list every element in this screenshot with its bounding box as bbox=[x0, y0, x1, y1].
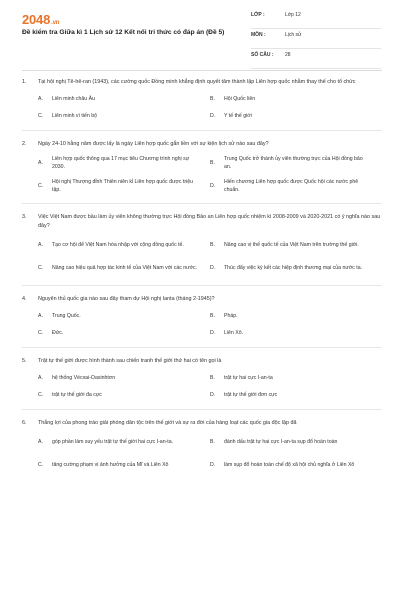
question-1 bbox=[22, 78, 382, 131]
answer-option-a[interactable] bbox=[38, 91, 210, 107]
site-logo[interactable] bbox=[22, 12, 59, 27]
answer-option-d[interactable] bbox=[210, 108, 378, 124]
option-letter: C. bbox=[38, 183, 44, 190]
option-letter: B. bbox=[210, 439, 215, 446]
option-letter: A. bbox=[38, 312, 43, 319]
answer-options bbox=[38, 370, 382, 404]
question-2 bbox=[22, 140, 382, 205]
option-text: Trung Quốc trở thành ủy viên thường trực của Hội đồng bảo an. bbox=[224, 156, 363, 171]
meta-row-grade bbox=[251, 12, 381, 29]
option-text: Tạo cơ hội để Việt Nam hòa nhập với cộng đồng quốc tế. bbox=[52, 242, 184, 249]
option-text: Hội Quốc liên bbox=[224, 95, 256, 102]
option-letter: D. bbox=[210, 183, 216, 190]
header bbox=[0, 0, 400, 62]
answer-option-c[interactable] bbox=[38, 325, 210, 341]
option-letter: A. bbox=[38, 374, 43, 381]
question-number: 1. bbox=[22, 79, 27, 85]
option-text: Liên minh vì tiến bộ bbox=[52, 112, 97, 119]
answer-option-b[interactable] bbox=[210, 234, 378, 256]
option-text: Hội nghị Thượng đỉnh Thiên niên kỉ Liên hợp quốc được triệu tập. bbox=[52, 179, 193, 194]
question-text: Ngày 24-10 hằng năm được lấy là ngày Liên hợp quốc gắn liền với sự kiện lịch sử nào sau đây? bbox=[38, 140, 269, 147]
option-letter: B. bbox=[210, 312, 215, 319]
question-text: Thắng lợi của phong trào giải phóng dân tộc trên thế giới và sự ra đời của hàng loạt các quốc gia độc lập đã bbox=[38, 419, 297, 426]
answer-option-b[interactable] bbox=[210, 152, 378, 174]
question-number: 5. bbox=[22, 357, 27, 364]
meta-label: SỐ CÂU : bbox=[251, 52, 274, 58]
meta-row-subject bbox=[251, 32, 381, 49]
question-text: Việc Việt Nam được bầu làm ủy viên không thường trực Hội đồng Bảo an Liên hợp quốc nhiệm kì 2008-2009 và 2020-2021 có ý nghĩa nào sau đây? bbox=[38, 214, 381, 229]
answer-option-b[interactable] bbox=[210, 308, 378, 324]
option-text: trật tự thế giới đơn cực bbox=[224, 391, 278, 398]
answer-option-c[interactable] bbox=[38, 387, 210, 403]
option-text: Nâng cao hiệu quả hợp tác kinh tế của Việt Nam với các nước. bbox=[52, 265, 198, 272]
meta-row-count bbox=[251, 52, 381, 69]
question-5 bbox=[22, 357, 382, 410]
header-divider bbox=[22, 70, 382, 71]
option-letter: B. bbox=[210, 242, 215, 249]
answer-options bbox=[38, 152, 382, 198]
option-letter: D. bbox=[210, 265, 216, 272]
option-letter: B. bbox=[210, 160, 215, 167]
option-letter: A. bbox=[38, 160, 43, 167]
option-letter: B. bbox=[210, 95, 215, 102]
answer-options bbox=[38, 91, 382, 125]
answer-option-b[interactable] bbox=[210, 431, 378, 453]
option-text: trật tự hai cực I-an-ta bbox=[224, 374, 273, 381]
document-title: Đề kiểm tra Giữa kì 1 Lịch sử 12 Kết nối tri thức có đáp án (Đề 5) bbox=[22, 29, 225, 36]
answer-option-a[interactable] bbox=[38, 431, 210, 453]
option-text: Nâng cao vị thế quốc tế của Việt Nam trên trường thế giới. bbox=[224, 242, 359, 249]
answer-option-d[interactable] bbox=[210, 325, 378, 341]
question-6 bbox=[22, 419, 382, 483]
option-letter: A. bbox=[38, 242, 43, 249]
option-letter: C. bbox=[38, 265, 44, 272]
option-text: hệ thống Vécxai-Oasinhtơn bbox=[52, 374, 116, 381]
option-letter: A. bbox=[38, 95, 43, 102]
option-letter: D. bbox=[210, 112, 216, 119]
answer-option-a[interactable] bbox=[38, 234, 210, 256]
answer-options bbox=[38, 308, 382, 342]
answer-option-a[interactable] bbox=[38, 308, 210, 324]
option-text: Pháp. bbox=[224, 312, 238, 319]
option-letter: C. bbox=[38, 112, 44, 119]
question-text: Nguyên thủ quốc gia nào sau đây tham dự Hội nghị Ianta (tháng 2-1945)? bbox=[38, 296, 215, 303]
option-text: Liên Xô. bbox=[224, 329, 244, 336]
answer-options bbox=[38, 431, 382, 477]
meta-panel bbox=[251, 12, 381, 72]
option-text: Liên minh châu Âu bbox=[52, 95, 95, 102]
answer-option-a[interactable] bbox=[38, 152, 210, 174]
meta-label: MÔN : bbox=[251, 32, 266, 38]
question-number: 2. bbox=[22, 140, 27, 147]
option-text: trật tự thế giới đa cực bbox=[52, 391, 102, 398]
meta-label: LỚP : bbox=[251, 12, 265, 18]
question-text: Tại hội nghị Tê-hê-ran (1943), các cường quốc Đồng minh khẳng định quyết tâm thành lập Liên hợp quốc nhằm thay thế cho tổ chức bbox=[38, 79, 356, 85]
option-text: góp phần làm suy yếu trật tự thế giới hai cực I-an-ta. bbox=[52, 439, 174, 446]
logo-suffix: .vn bbox=[51, 20, 60, 26]
option-text: làm sụp đổ hoàn toàn chế độ xã hội chủ nghĩa ở Liên Xô bbox=[224, 462, 355, 469]
option-text: Liên hợp quốc thông qua 17 mục tiêu Chương trình nghị sự 2030. bbox=[52, 156, 190, 171]
option-letter: A. bbox=[38, 439, 43, 446]
meta-value: Lớp 12 bbox=[285, 12, 301, 18]
meta-value: 28 bbox=[285, 52, 291, 58]
question-number: 6. bbox=[22, 419, 27, 426]
option-text: Trung Quốc. bbox=[52, 312, 81, 319]
answer-option-d[interactable] bbox=[210, 257, 378, 279]
option-text: Thúc đẩy việc ký kết các hiệp định thương mại của nước ta. bbox=[224, 265, 363, 272]
question-4 bbox=[22, 295, 382, 348]
answer-option-c[interactable] bbox=[38, 108, 210, 124]
answer-option-c[interactable] bbox=[38, 454, 210, 476]
answer-option-d[interactable] bbox=[210, 454, 378, 476]
question-number: 3. bbox=[22, 214, 27, 221]
logo-text: 2048 bbox=[22, 12, 51, 27]
question-number: 4. bbox=[22, 296, 27, 303]
question-text: Trật tự thế giới được hình thành sau chiến tranh thế giới thứ hai có tên gọi là bbox=[38, 357, 222, 364]
option-text: Đức. bbox=[52, 329, 64, 336]
option-letter: D. bbox=[210, 329, 216, 336]
answer-option-b[interactable] bbox=[210, 370, 378, 386]
option-letter: B. bbox=[210, 374, 215, 381]
option-text: tăng cường phạm vi ảnh hưởng của Mĩ và Liên Xô bbox=[52, 462, 169, 469]
option-letter: C. bbox=[38, 462, 44, 469]
option-text: Hiến chương Liên hợp quốc được Quốc hội các nước phê chuẩn. bbox=[224, 179, 359, 194]
question-3 bbox=[22, 213, 382, 286]
option-text: đánh dấu trật tự hai cực I-an-ta sụp đổ hoàn toàn bbox=[224, 439, 338, 446]
option-letter: C. bbox=[38, 329, 44, 336]
answer-option-c[interactable] bbox=[38, 175, 210, 197]
answer-option-b[interactable] bbox=[210, 91, 378, 107]
answer-option-d[interactable] bbox=[210, 387, 378, 403]
answer-option-c[interactable] bbox=[38, 257, 210, 279]
option-letter: C. bbox=[38, 391, 44, 398]
answer-option-a[interactable] bbox=[38, 370, 210, 386]
answer-options bbox=[38, 234, 382, 280]
option-text: Y tế thế giới bbox=[224, 112, 252, 119]
meta-value: Lịch sử bbox=[285, 32, 302, 38]
question-list bbox=[22, 78, 382, 491]
answer-option-d[interactable] bbox=[210, 175, 378, 197]
option-letter: D. bbox=[210, 391, 216, 398]
option-letter: D. bbox=[210, 462, 216, 469]
